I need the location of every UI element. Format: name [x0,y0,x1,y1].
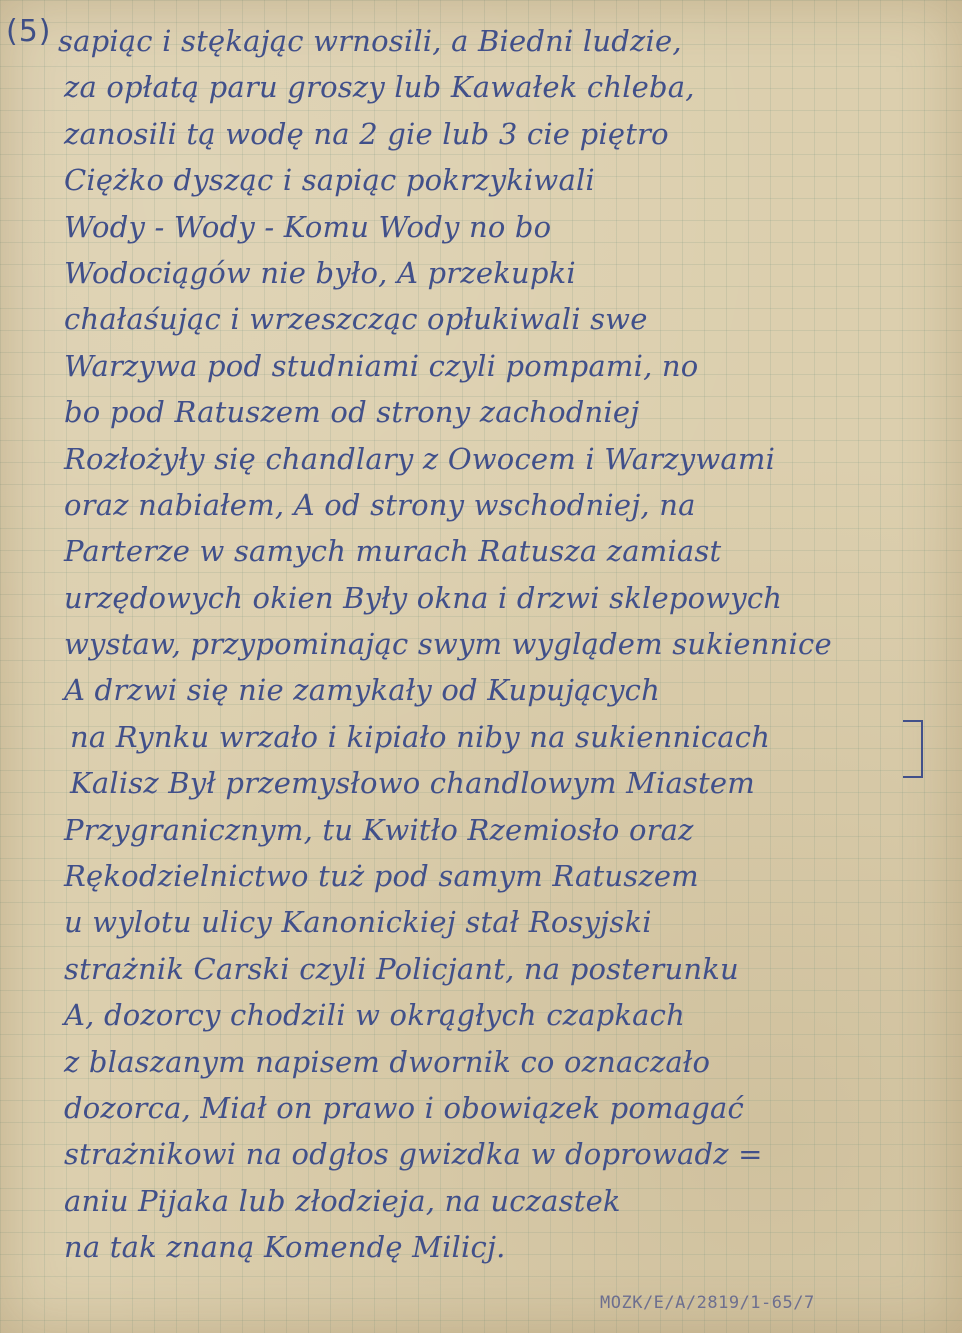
text-line-21: strażnik Carski czyli Policjant, na posterunku [64,951,739,986]
text-line-19: Rękodzielnictwo tuż pod samym Ratuszem [64,859,699,894]
text-line-24: dozorca, Miał on prawo i obowiązek pomagać [64,1090,744,1125]
text-line-23: z blaszanym napisem dwornik co oznaczało [64,1044,711,1079]
text-line-11: oraz nabiałem, A od strony wschodniej, na [64,487,696,522]
text-line-13: urzędowych okien Były okna i drzwi sklepowych [64,580,783,615]
text-line-20: u wylotu ulicy Kanonickiej stał Rosyjski [64,905,652,940]
archive-signature: MOZK/E/A/2819/1-65/7 [600,1293,815,1313]
text-line-9: bo pod Ratuszem od strony zachodniej [64,395,640,430]
text-line-18: Przygranicznym, tu Kwitło Rzemiosło oraz [64,812,694,847]
text-line-3: zanosili tą wodę na 2 gie lub 3 cie piętro [64,116,669,151]
text-line-16: na Rynku wrzało i kipiało niby na sukiennicach [70,719,771,754]
text-line-7: chałaśując i wrzeszcząc opłukiwali swe [64,302,648,337]
page-number: (5) [6,14,52,49]
text-line-4: Ciężko dysząc i sapiąc pokrzykiwali [64,163,595,198]
text-line-1: sapiąc i stękając wrnosili, a Biedni ludzie, [58,24,682,58]
text-line-8: Warzywa pod studniami czyli pompami, no [64,348,699,383]
text-line-22: A, dozorcy chodzili w okrągłych czapkach [64,998,685,1033]
closing-bracket-mark [903,720,923,778]
text-line-5: Wody - Wody - Komu Wody no bo [64,209,552,244]
text-line-17: Kalisz Był przemysłowo chandlowym Miastem [70,766,755,801]
text-line-10: Rozłożyły się chandlary z Owocem i Warzywami [64,441,776,476]
text-line-25: strażnikowi na odgłos gwizdka w doprowadz = [64,1137,763,1172]
text-line-14: wystaw, przypominając swym wyglądem sukiennice [64,627,832,662]
text-line-6: Wodociągów nie było, A przekupki [64,255,576,290]
text-line-27: na tak znaną Komendę Milicj. [64,1230,506,1265]
handwritten-text-body [58,18,938,1271]
text-line-12: Parterze w samych murach Ratusza zamiast [64,534,722,569]
text-line-15: A drzwi się nie zamykały od Kupujących [64,673,660,708]
text-line-2: za opłatą paru groszy lub Kawałek chleba, [64,70,695,105]
text-line-26: aniu Pijaka lub złodzieja, na uczastek [64,1183,621,1218]
